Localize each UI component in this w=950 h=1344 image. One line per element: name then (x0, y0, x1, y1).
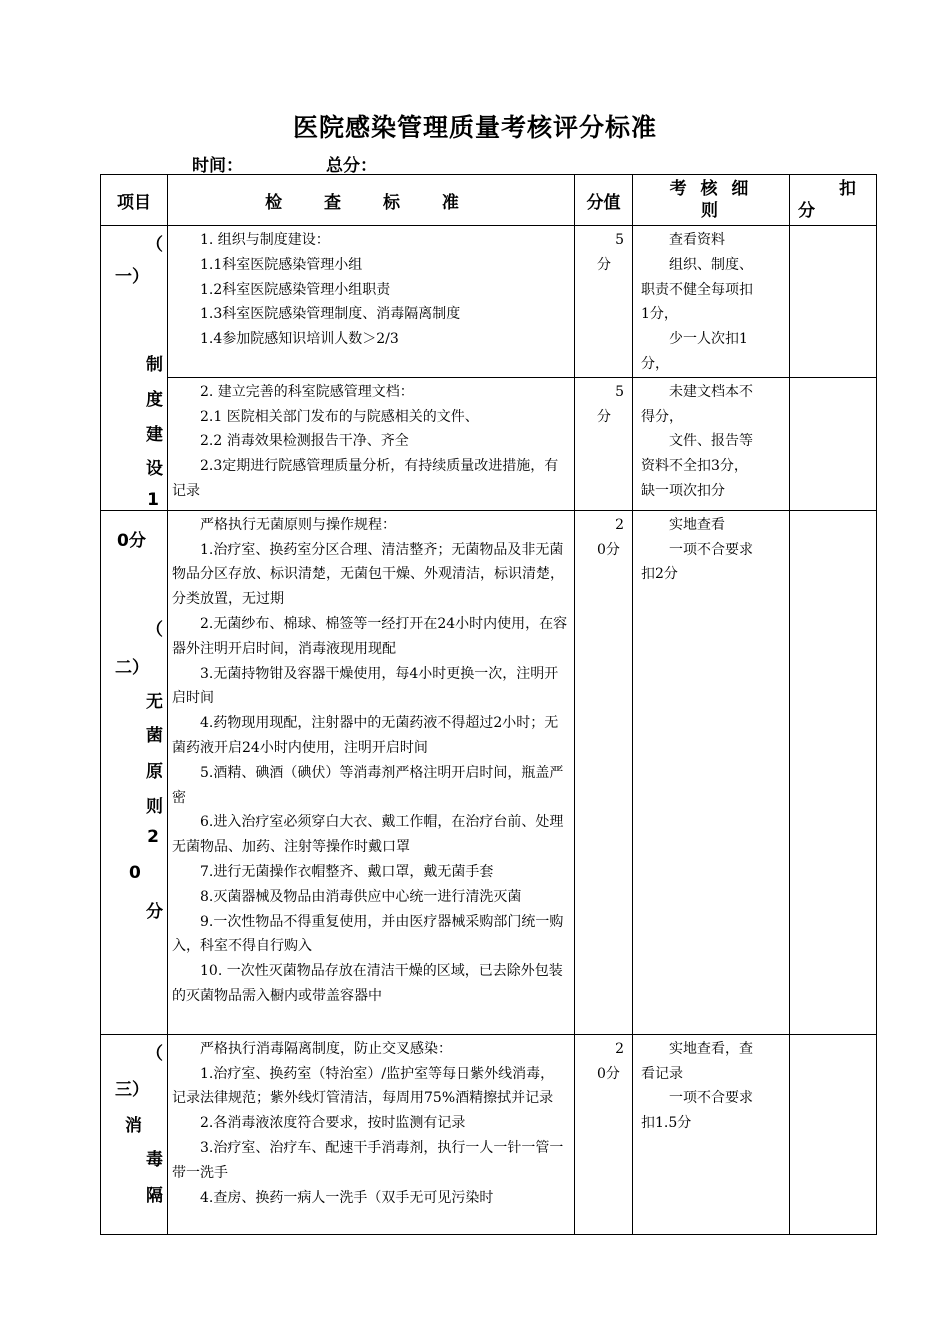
standard-line: 2.2 消毒效果检测报告干净、齐全 (200, 433, 409, 450)
score-cell (575, 1034, 633, 1234)
project-char: 隔 (146, 1185, 163, 1206)
detail-line: 一项不合要求 (669, 1090, 753, 1107)
project-char: 制 (146, 355, 163, 375)
header-deduct-line1: 扣 (839, 179, 856, 199)
detail-cell (633, 377, 790, 510)
standard-line: 3.无菌持物钳及容器干燥使用，每4小时更换一次，注明开启时间 (172, 665, 559, 707)
project-char: 三） (115, 1079, 149, 1100)
standard-line: 6.进入治疗室必须穿白大衣、戴工作帽，在治疗台前、处理无菌物品、加药、注射等操作时戴口罩 (172, 814, 564, 856)
standard-line: 2.3定期进行院感管理质量分析，有持续质量改进措施，有记录 (172, 458, 559, 499)
score-unit: 0分 (597, 541, 620, 558)
assessment-table (100, 174, 877, 1235)
project-char: 菌 (146, 725, 163, 746)
score-cell (575, 377, 633, 510)
project-char: 则 (146, 796, 163, 817)
total-score-label: 总分： (326, 156, 377, 176)
deduct-cell (790, 510, 877, 1034)
detail-line: 资料不全扣3分， (641, 458, 748, 475)
score-cell (575, 226, 633, 378)
project-char: 分 (146, 901, 163, 922)
standard-line: 9.一次性物品不得重复使用，并由医疗器械采购部门统一购入，科室不得自行购入 (172, 913, 564, 955)
project-char: 消 (125, 1115, 142, 1136)
detail-line: 职责不健全每项扣 (641, 281, 753, 298)
standard-line: 2.1 医院相关部门发布的与院感相关的文件、 (200, 408, 479, 425)
project-char: 0分 (117, 531, 146, 551)
score-value: 5 (615, 232, 624, 248)
standard-line: 2. 建立完善的科室院感管理文档： (200, 383, 414, 400)
detail-line: 分， (641, 355, 669, 372)
detail-line: 文件、报告等 (669, 433, 753, 450)
standard-line: 1.2科室医院感染管理小组职责 (200, 281, 391, 298)
score-value: 2 (615, 1040, 624, 1057)
standard-line: 1.1科室医院感染管理小组 (200, 256, 363, 273)
header-deduct-line2: 分 (798, 201, 815, 221)
project-cell-3 (101, 1034, 168, 1234)
detail-cell (633, 226, 790, 378)
page-title: 医院感染管理质量考核评分标准 (292, 113, 657, 142)
standard-line: 1. 组织与制度建设： (200, 232, 330, 248)
detail-line: 实地查看，查 (669, 1040, 753, 1057)
header-deduct (790, 175, 877, 226)
standard-line: 2.各消毒液浓度符合要求，按时监测有记录 (200, 1115, 466, 1132)
standard-line: 7.进行无菌操作衣帽整齐、戴口罩，戴无菌手套 (200, 863, 494, 880)
project-char: 毒 (146, 1149, 163, 1170)
score-cell (575, 510, 633, 1034)
standard-line: 8.灭菌器械及物品由消毒供应中心统一进行清洗灭菌 (200, 888, 522, 905)
table-row (101, 226, 877, 378)
time-label: 时间： (192, 156, 243, 176)
project-cell-1 (101, 226, 168, 551)
deduct-cell (790, 226, 877, 378)
deduct-cell (790, 377, 877, 510)
project-char: （ (146, 235, 163, 255)
standard-line: 严格执行无菌原则与操作规程： (200, 516, 396, 533)
score-unit: 分 (597, 408, 611, 425)
standard-cell (168, 226, 575, 378)
standard-cell (168, 1034, 575, 1234)
detail-cell (633, 1034, 790, 1234)
standard-line: 严格执行消毒隔离制度，防止交叉感染： (200, 1040, 452, 1057)
detail-line: 扣2分 (641, 566, 678, 583)
table-row (101, 377, 877, 510)
detail-cell (633, 510, 790, 1034)
standard-line: 1.4参加院感知识培训人数＞2/3 (200, 331, 399, 348)
score-unit: 0分 (597, 1065, 620, 1082)
standard-line: 1.3科室医院感染管理制度、消毒隔离制度 (200, 306, 461, 323)
score-value: 2 (615, 516, 624, 533)
standard-cell (168, 377, 575, 510)
standard-cell (168, 510, 575, 1034)
project-char: 原 (146, 761, 163, 782)
detail-line: 看记录 (641, 1065, 683, 1082)
standard-line: 3.治疗室、治疗车、配速干手消毒剂，执行一人一针一管一带一洗手 (172, 1139, 564, 1181)
project-char: 度 (146, 390, 163, 410)
standard-line: 4.药物现用现配，注射器中的无菌药液不得超过2小时；无菌药液开启24小时内使用，注明开启时间 (172, 715, 559, 756)
project-char: 2 (147, 826, 159, 847)
detail-line: 少一人次扣1 (669, 331, 748, 348)
project-char: 二） (115, 657, 149, 678)
header-score: 分值 (575, 175, 633, 226)
standard-line: 10. 一次性灭菌物品存放在清洁干燥的区域，已去除外包装的灭菌物品需入橱内或带盖容器中 (172, 963, 563, 1004)
project-char: 1 (147, 490, 159, 510)
header-detail-line2: 则 (701, 201, 718, 221)
detail-line: 得分， (641, 408, 683, 425)
standard-line: 1.治疗室、换药室分区合理、清洁整齐；无菌物品及非无菌物品分区存放、标识清楚，无菌包干燥、外观清洁，标识清楚，分类放置，无过期 (172, 541, 564, 608)
deduct-cell (790, 1034, 877, 1234)
project-char: 一） (115, 267, 149, 287)
project-char: 建 (146, 425, 163, 445)
detail-line: 1分， (641, 306, 678, 323)
detail-line: 组织、制度、 (669, 256, 753, 273)
standard-line: 2.无菌纱布、棉球、棉签等一经打开在24小时内使用，在容器外注明开启时间，消毒液现用现配 (172, 615, 568, 657)
detail-line: 一项不合要求 (669, 541, 753, 558)
detail-line: 查看资料 (669, 232, 725, 248)
project-char: （ (146, 1043, 163, 1064)
project-char: 0 (129, 862, 141, 883)
detail-line: 实地查看 (669, 516, 725, 533)
detail-line: 未建文档本不 (669, 383, 753, 400)
header-detail-line1: 考 核 细 (669, 179, 753, 199)
standard-line: 4.查房、换药一病人一洗手（双手无可见污染时 (200, 1189, 494, 1206)
header-project: 项目 (101, 175, 168, 226)
standard-line: 5.酒精、碘酒（碘伏）等消毒剂严格注明开启时间，瓶盖严密 (172, 764, 564, 806)
project-char: （ (146, 619, 163, 640)
project-char: 无 (146, 691, 163, 712)
score-value: 5 (615, 383, 624, 400)
detail-line: 缺一项次扣分 (641, 482, 725, 499)
header-standard: 检 查 标 准 (168, 175, 575, 226)
header-detail (633, 175, 790, 226)
project-cell-2 (101, 510, 168, 1034)
header-row (101, 175, 877, 226)
standard-line: 1.治疗室、换药室（特治室）/监护室等每日紫外线消毒，记录法律规范；紫外线灯管清洁，每周用75%酒精擦拭并记录 (172, 1065, 555, 1107)
detail-line: 扣1.5分 (641, 1115, 692, 1132)
project-char: 设 (146, 459, 163, 479)
score-unit: 分 (597, 256, 611, 273)
table-row (101, 1034, 877, 1234)
table-row (101, 510, 877, 1034)
